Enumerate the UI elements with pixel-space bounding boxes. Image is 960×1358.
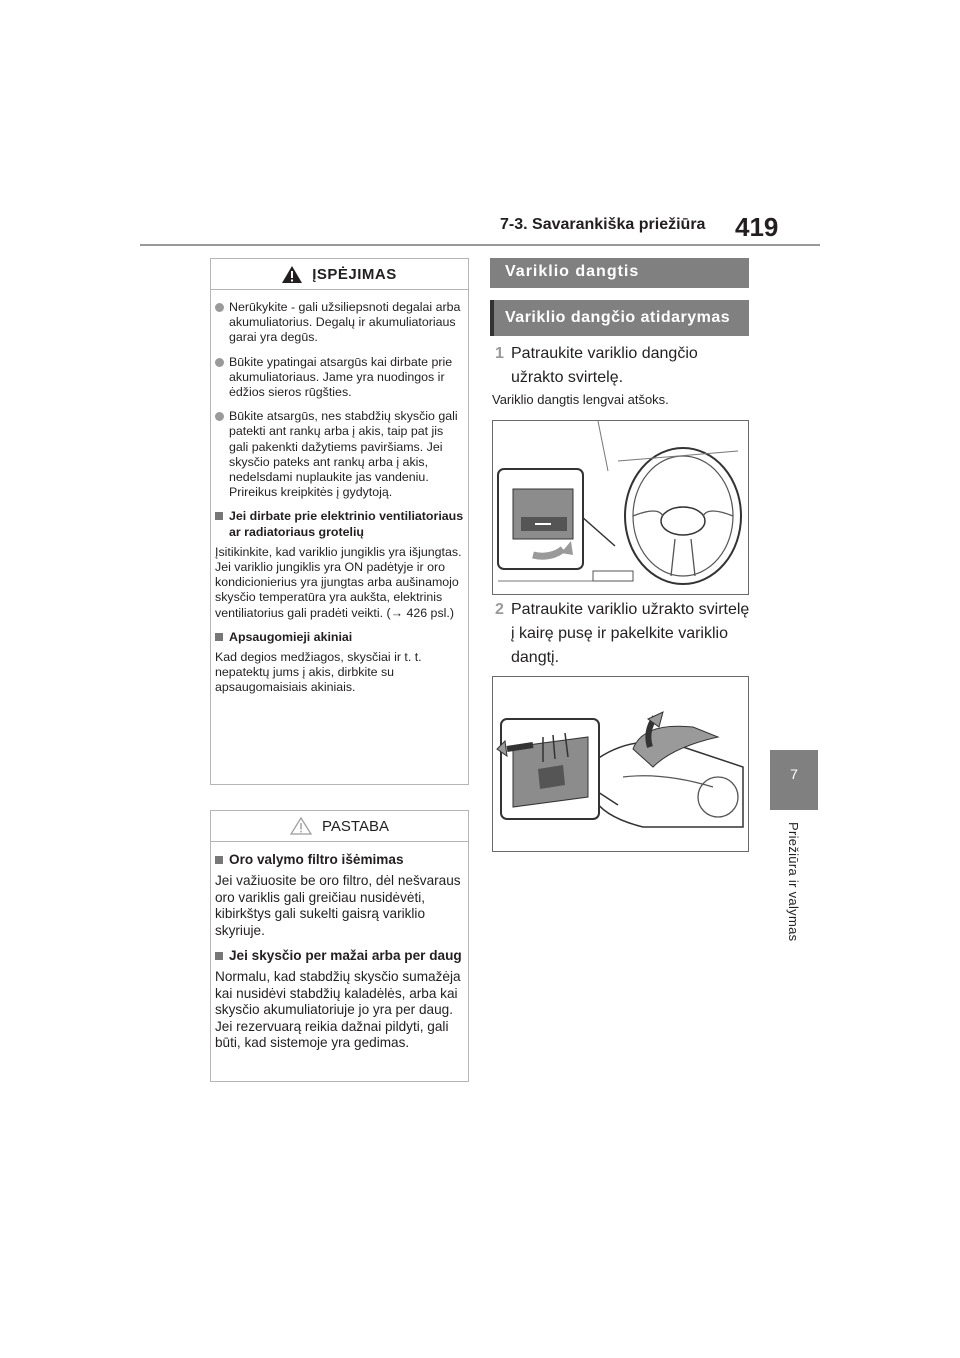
section-heading: Variklio dangtis <box>490 258 749 288</box>
warning-subtext: Įsitikinkite, kad variklio jungiklis yra išjungtas. Jei variklio jungiklis yra ON padėtyje ir oro kondicionierius yra įjungtas arba aušinamojo skysčio temperatūra yra aukšta, elektrinis ventiliatorius gali pradėti veikti. (→ 426 psl.) <box>215 544 462 620</box>
chapter-number: 7 <box>790 766 798 782</box>
bullet-square-icon <box>215 952 223 960</box>
note-title: PASTABA <box>322 817 389 835</box>
step-text: Patraukite variklio užrakto svirtelę į kairę pusę ir pakelkite variklio dangtį. <box>511 601 750 666</box>
note-box <box>210 810 469 1082</box>
caution-triangle-icon <box>290 817 312 835</box>
warning-subheading: Apsaugomieji akiniai <box>215 630 464 645</box>
page-number: 419 <box>735 212 779 242</box>
warning-subtext: Kad degios medžiagos, skysčiai ir t. t. nepatektų jums į akis, dirbkite su apsaugomaisiais akiniais. <box>215 650 422 695</box>
warning-bullet: Būkite ypatingai atsargūs kai dirbate prie akumuliatoriaus. Jame yra nuodingos ir ėdžios sieros rūgšties. <box>215 355 464 401</box>
warning-title: ĮSPĖJIMAS <box>312 265 397 283</box>
warning-bullet: Būkite atsargūs, nes stabdžių skysčio gali patekti ant rankų arba į akis, taip pat jis gali pakenkti dažytiems paviršiams. Jei skysčio pateks ant rankų arba į akis, nedelsdami nuplaukite jas vandeniu. Prireikus kreipkitės į gydytoją. <box>215 409 464 500</box>
bullet-square-icon <box>215 856 223 864</box>
bullet-dot-icon <box>215 358 224 367</box>
note-header <box>211 811 468 842</box>
note-subheading: Jei skysčio per mažai arba per daug <box>215 948 464 964</box>
warning-subheading: Jei dirbate prie elektrinio ventiliatoriaus ar radiatoriaus grotelių <box>215 509 464 539</box>
note-subtext: Normalu, kad stabdžių skysčio sumažėja kai nusidėvi stabdžių kaladėlės, arba kai skysčio akumuliatoriuje jo yra per daug. Jei rezervuarą reikia dažnai pildyti, gali būti, kad sistemoje yra gedimas. <box>215 969 461 1051</box>
note-subheading: Oro valymo filtro išėmimas <box>215 852 464 868</box>
chapter-label: Priežiūra ir valymas <box>786 822 801 942</box>
warning-box <box>210 258 469 785</box>
warning-header <box>211 259 468 290</box>
hood-release-illustration <box>492 676 749 852</box>
step-number: 2 <box>495 601 504 618</box>
step-text: Patraukite variklio dangčio užrakto svirtelę. <box>511 345 698 386</box>
bullet-square-icon <box>215 633 223 641</box>
hood-lever-illustration <box>492 420 749 595</box>
header-rule <box>140 244 820 246</box>
bullet-dot-icon <box>215 303 224 312</box>
section-header-title: 7-3. Savarankiška priežiūra <box>500 216 706 233</box>
step-note: Variklio dangtis lengvai atšoks. <box>492 392 669 407</box>
step-number: 1 <box>495 345 504 362</box>
step-1 <box>495 342 755 390</box>
warning-bullet: Nerūkykite - gali užsiliepsnoti degalai arba akumuliatorius. Degalų ir akumuliatoriaus garai yra degūs. <box>215 300 464 346</box>
chapter-tab <box>770 750 818 810</box>
bullet-dot-icon <box>215 412 224 421</box>
note-subtext: Jei važiuosite be oro filtro, dėl nešvaraus oro variklis gali greičiau nusidėvėti, kibirkštys gali sukelti gaisrą variklio skyriuje. <box>215 873 461 938</box>
step-2 <box>495 598 755 670</box>
subsection-heading: Variklio dangčio atidarymas <box>490 300 749 336</box>
bullet-square-icon <box>215 512 223 520</box>
warning-triangle-icon <box>282 266 302 283</box>
